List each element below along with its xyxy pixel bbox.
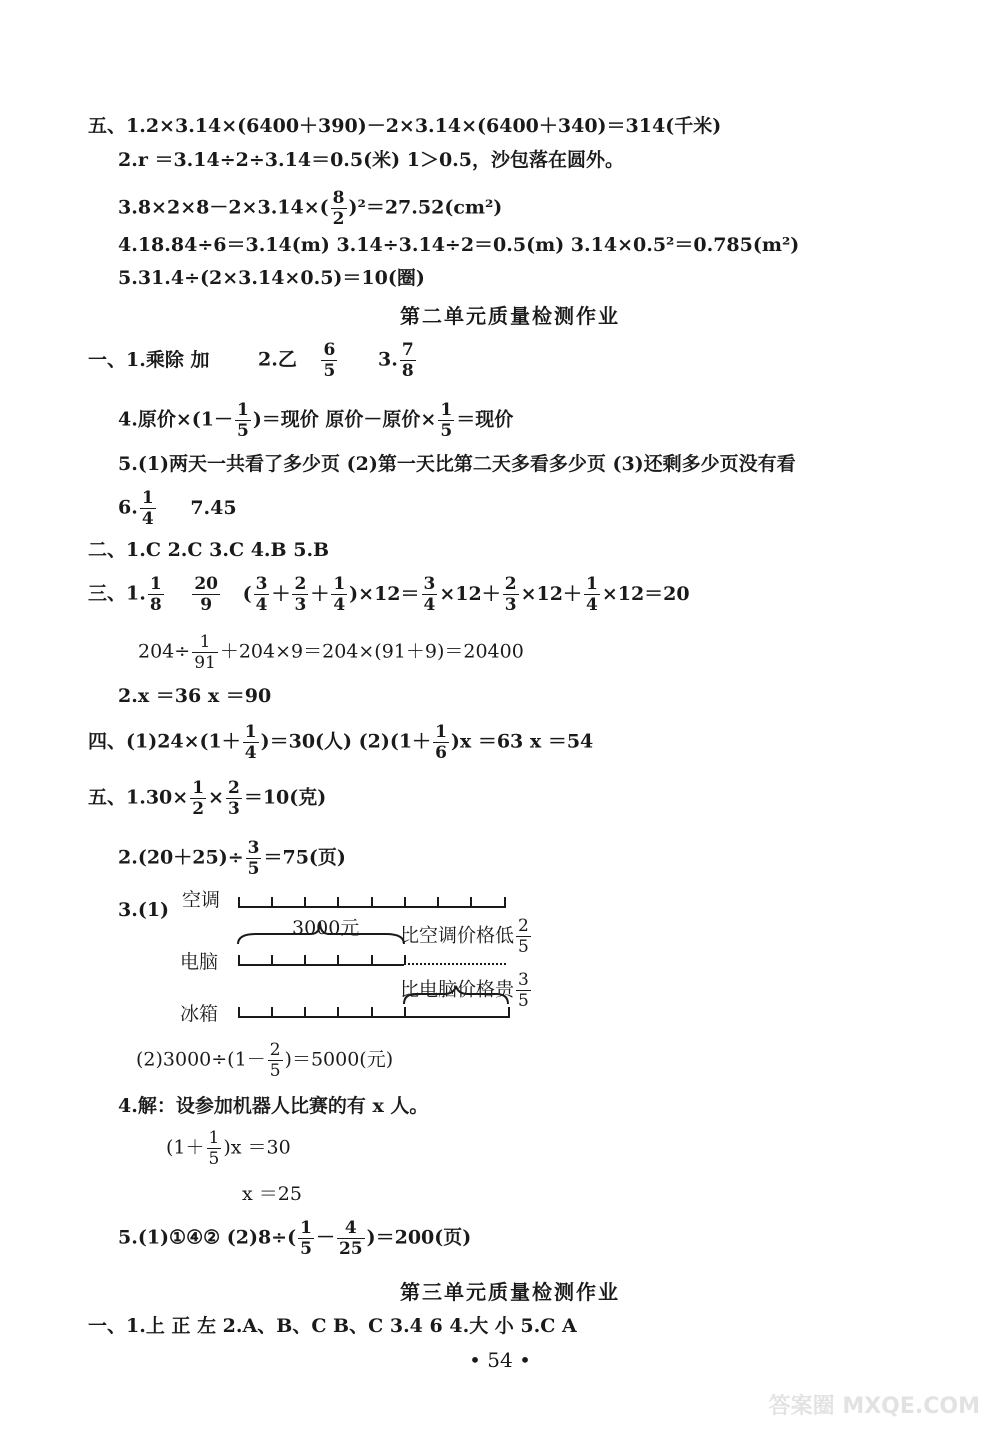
tick: [271, 955, 273, 965]
unit2-s3-line2: 204÷ $\frac{1}{91}$ ＋204×9＝204×(91＋9)＝20400: [138, 632, 524, 673]
fraction-1-5-q5: $\frac{1}{5}$: [300, 1218, 312, 1259]
unit1-q1: 五、1.2×3.14×(6400＋390)－2×3.14×(6400＋340)＝314(千米): [88, 115, 722, 137]
label-computer: 电脑: [180, 951, 219, 973]
page-number: • 54 •: [469, 1348, 531, 1372]
unit2-s1-q1: 一、1.乘除 加: [88, 349, 210, 371]
unit2-s1-q5: 5.(1)两天一共看了多少页 (2)第一天比第二天多看多少页 (3)还剩多少页没有看: [118, 453, 796, 475]
note-higher-than-pc: 比电脑价格贵 $\frac{3}{5}$: [400, 970, 529, 1011]
tick: [371, 1007, 373, 1017]
unit1-q2: 2.r ＝3.14÷2÷3.14＝0.5(米) 1＞0.5，沙包落在圆外。: [118, 149, 624, 171]
fraction-1-8: $\frac{1}{8}$: [149, 574, 162, 615]
unit3-s1: 一、1.上 正 左 2.A、B、C B、C 3.4 6 4.大 小 5.C A: [88, 1315, 577, 1337]
note-lower-than-ac: 比空调价格低 $\frac{2}{5}$: [400, 916, 529, 957]
unit2-s1-q6: 6. $\frac{1}{4}$ 7.45: [118, 488, 237, 529]
tick: [238, 1007, 240, 1017]
fraction-6-5: $\frac{6}{5}$: [323, 340, 336, 381]
unit1-q3-part-b: )²＝27.52(cm²): [348, 196, 503, 219]
fraction-1-4: $\frac{1}{4}$: [141, 488, 154, 529]
tick: [404, 1007, 406, 1017]
watermark: 答案圈 MXQE.COM: [768, 1394, 980, 1419]
fraction-20-9: $\frac{20}{9}$: [194, 574, 218, 615]
tick: [508, 1007, 510, 1017]
unit2-s5-q3-2: (2)3000÷(1－ $\frac{2}{5}$ )＝5000(元): [136, 1040, 394, 1081]
fraction-3-5-note: $\frac{3}{5}$: [518, 970, 529, 1011]
fraction-2-5: $\frac{2}{5}$: [269, 1040, 281, 1081]
tick: [337, 1007, 339, 1017]
label-air-conditioner: 空调: [182, 889, 221, 911]
tick: [238, 955, 240, 965]
pc-dotted-line: [404, 963, 506, 965]
unit2-s5-q4-eq1: (1＋ $\frac{1}{5}$ )x ＝30: [166, 1128, 291, 1169]
tick: [404, 897, 406, 907]
fraction-8-2: $\frac{8}{2}$: [332, 188, 345, 229]
fraction-4-25: $\frac{4}{25}$: [338, 1218, 363, 1259]
fraction-1-5-b: $\frac{1}{5}$: [440, 400, 453, 441]
fraction-7-8: $\frac{7}{8}$: [401, 340, 414, 381]
tick: [504, 897, 506, 907]
unit2-s1-q3: 3. $\frac{7}{8}$: [378, 340, 414, 381]
fraction-1-91: $\frac{1}{91}$: [194, 632, 216, 673]
tick: [371, 897, 373, 907]
fraction-1-5: $\frac{1}{5}$: [236, 400, 249, 441]
unit2-s3-expression: ( $\frac{3}{4}$ ＋ $\frac{2}{3}$ ＋ $\frac{1}{4}$ )×12＝ $\frac{3}{4}$ ×12＋ $\frac{2}{3}$ ×12＋ $\frac{1}{4}$ ×12＝20: [242, 574, 690, 615]
unit2-s5-q1: 五、1.30× $\frac{1}{2}$ × $\frac{2}{3}$ ＝10(克): [88, 778, 327, 819]
unit2-s5-q2: 2.(20＋25)÷ $\frac{3}{5}$ ＝75(页): [118, 838, 346, 879]
unit2-s3-q2: 2.x ＝36 x ＝90: [118, 685, 272, 707]
tick: [470, 897, 472, 907]
unit1-q4: 4.18.84÷6＝3.14(m) 3.14÷3.14÷2＝0.5(m) 3.14×0.5²＝0.785(m²): [118, 234, 800, 256]
unit2-s1-q2: 2.乙 $\frac{6}{5}$: [258, 340, 336, 381]
unit2-s5-q3-label: 3.(1): [118, 899, 170, 921]
unit1-q3-part-a: 3.8×2×8－2×3.14×(: [118, 196, 329, 219]
unit2-s4: 四、(1)24×(1＋ $\frac{1}{4}$ )＝30(人) (2)(1＋ $\frac{1}{6}$ )x ＝63 x ＝54: [88, 722, 594, 763]
tick: [437, 897, 439, 907]
unit2-s5-q4-eq2: x ＝25: [242, 1183, 302, 1205]
tick: [271, 897, 273, 907]
fraction-1-4-s4: $\frac{1}{4}$: [244, 722, 257, 763]
tick: [238, 897, 240, 907]
tick: [304, 897, 306, 907]
unit2-s2: 二、1.C 2.C 3.C 4.B 5.B: [88, 539, 330, 561]
tick: [304, 1007, 306, 1017]
fraction-1-6: $\frac{1}{6}$: [435, 722, 447, 763]
fraction-1-2: $\frac{1}{2}$: [192, 778, 205, 819]
unit2-s1-q4: 4.原价×(1－ $\frac{1}{5}$ )＝现价 原价－原价× $\frac{1}{5}$ ＝现价: [118, 400, 514, 441]
label-fridge: 冰箱: [180, 1003, 219, 1025]
unit2-s5-q5: 5.(1)①④② (2)8÷( $\frac{1}{5}$ － $\frac{4}{25}$ )＝200(页): [118, 1218, 472, 1259]
fraction-2-5-note: $\frac{2}{5}$: [518, 916, 529, 957]
unit2-s1-q7: 7.45: [190, 496, 237, 519]
brace-label: 3000元: [292, 917, 360, 939]
unit1-q5: 5.31.4÷(2×3.14×0.5)＝10(圈): [118, 267, 425, 289]
unit2-s3-q1: 三、1. $\frac{1}{8}$ $\frac{20}{9}$ ( $\frac{3}{4}$ ＋ $\frac{2}{3}$ ＋ $\frac{1}{4}$ )×12＝ $\frac{3}{4}$ ×12＋ $\frac{2}{3}$ ×12＋ $\frac{1}{4}$ ×12＝20: [88, 574, 690, 615]
fraction-3-5: $\frac{3}{5}$: [247, 838, 260, 879]
tick: [271, 1007, 273, 1017]
tick: [304, 955, 306, 965]
tick: [337, 897, 339, 907]
unit1-q3: [118, 188, 502, 229]
tick: [371, 955, 373, 965]
tick: [404, 955, 406, 965]
unit3-title: 第三单元质量检测作业: [400, 1280, 620, 1304]
pc-line: [238, 964, 404, 966]
fraction-2-3: $\frac{2}{3}$: [227, 778, 240, 819]
unit2-s5-q4: 4.解：设参加机器人比赛的有 x 人。: [118, 1095, 429, 1117]
unit2-title: 第二单元质量检测作业: [400, 304, 620, 328]
fraction-1-5-eq: $\frac{1}{5}$: [208, 1128, 220, 1169]
tick: [337, 955, 339, 965]
fridge-line: [238, 1016, 510, 1018]
brace-fridge: [402, 984, 510, 1006]
